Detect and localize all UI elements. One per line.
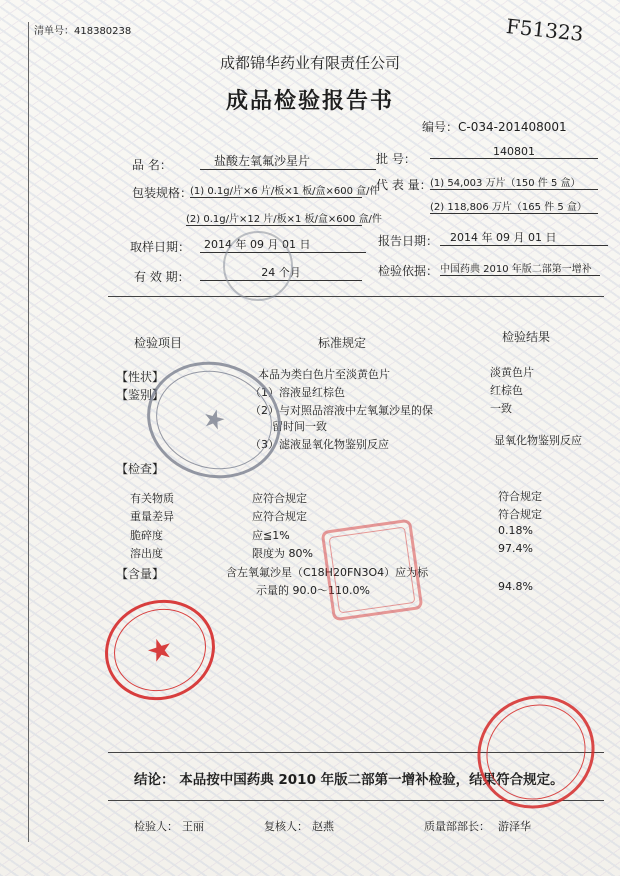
di-standard: 限度为 80% [252,547,313,560]
wv-result: 符合规定 [498,508,542,521]
reviewer-label: 复核人： [264,820,308,833]
wv-item: 重量差异 [130,510,174,523]
assay-result: 94.8% [498,580,533,593]
id2-standard-cont: 留时间一致 [272,420,327,433]
document-number-value: C-034-201408001 [458,120,567,134]
section-identification: 【鉴别】 [116,388,165,402]
validity-label: 有 效 期： [134,270,190,284]
stamp-top [136,349,292,491]
report-date-value: 2014 年 09 月 01 日 [440,229,608,246]
character-result: 淡黄色片 [490,366,534,379]
svg-text:★: ★ [198,402,230,438]
batch-value: 140801 [430,145,598,159]
section-character: 【性状】 [116,370,165,384]
id3-result: 显氧化物鉴别反应 [494,434,582,447]
fr-item: 脆碎度 [130,529,163,542]
basis-value: 中国药典 2010 年版二部第一增补 [440,260,600,276]
packaging-label: 包装规格： [132,186,193,200]
handwritten-code: F51323 [504,14,585,46]
header-standard: 标准规定 [318,336,367,350]
form-number-label: 清单号： [34,26,74,37]
stamp-bottom [459,676,613,828]
sample-date-label: 取样日期： [130,240,191,254]
company-name: 成都锦华药业有限责任公司 [219,54,400,72]
reviewer-name: 赵燕 [312,820,334,833]
quantity-label: 代 表 量： [376,178,432,192]
quantity-line-1: (1) 54,003 万片（150 件 5 盒） [430,174,598,190]
assay-standard-cont: 示量的 90.0～110.0% [256,584,370,597]
stamp-grey-circle [224,232,292,300]
rs-item: 有关物质 [130,492,174,505]
stamp-left [94,588,226,713]
id2-standard: （2）与对照品溶液中左氧氟沙星的保 [250,404,433,417]
fr-standard: 应≦1% [252,529,290,542]
document-number-label: 编号： [422,120,459,134]
qa-name: 游泽华 [498,820,531,833]
rs-standard: 应符合规定 [252,492,307,505]
batch-label: 批 号： [376,152,416,166]
validity-value: 24 个月 [200,264,362,281]
section-inspection: 【检查】 [116,462,165,476]
svg-text:★: ★ [141,629,179,672]
inspector-label: 检验人： [134,820,178,833]
fr-result: 0.18% [498,524,533,537]
assay-standard: 含左氧氟沙星（C18H20FN3O4）应为标 [226,566,429,579]
di-item: 溶出度 [130,547,163,560]
id2-result: 一致 [490,402,512,415]
quantity-line-2: (2) 118,806 万片（165 件 5 盒） [430,198,598,214]
report-date-label: 报告日期： [378,234,439,248]
id1-result: 红棕色 [490,384,523,397]
stamp-middle [322,520,421,619]
header-item: 检验项目 [134,336,183,350]
form-number-value: 418380238 [74,26,132,37]
id1-standard: （1）溶液显红棕色 [250,386,345,399]
di-result: 97.4% [498,542,533,555]
sample-date-value: 2014 年 09 月 01 日 [200,236,366,253]
product-label: 品 名： [132,158,172,172]
packaging-line-2: (2) 0.1g/片×12 片/板×1 板/盒×600 盒/件 [186,210,362,226]
id3-standard: （3）滤液显氧化物鉴别反应 [250,438,389,451]
inspector-name: 王丽 [182,820,204,833]
product-value: 盐酸左氧氟沙星片 [200,152,376,170]
header-result: 检验结果 [502,330,551,344]
wv-standard: 应符合规定 [252,510,307,523]
section-content: 【含量】 [116,567,165,581]
character-standard: 本品为类白色片至淡黄色片 [258,368,390,381]
rs-result: 符合规定 [498,490,542,503]
qa-label: 质量部部长： [424,820,490,833]
packaging-line-1: (1) 0.1g/片×6 片/板×1 板/盒×600 盒/件 [190,182,362,198]
basis-label: 检验依据： [378,264,439,278]
document-title: 成品检验报告书 [225,89,394,114]
conclusion-text: 结论： 本品按中国药典 2010 年版二部第一增补检验，结果符合规定。 [134,772,564,788]
